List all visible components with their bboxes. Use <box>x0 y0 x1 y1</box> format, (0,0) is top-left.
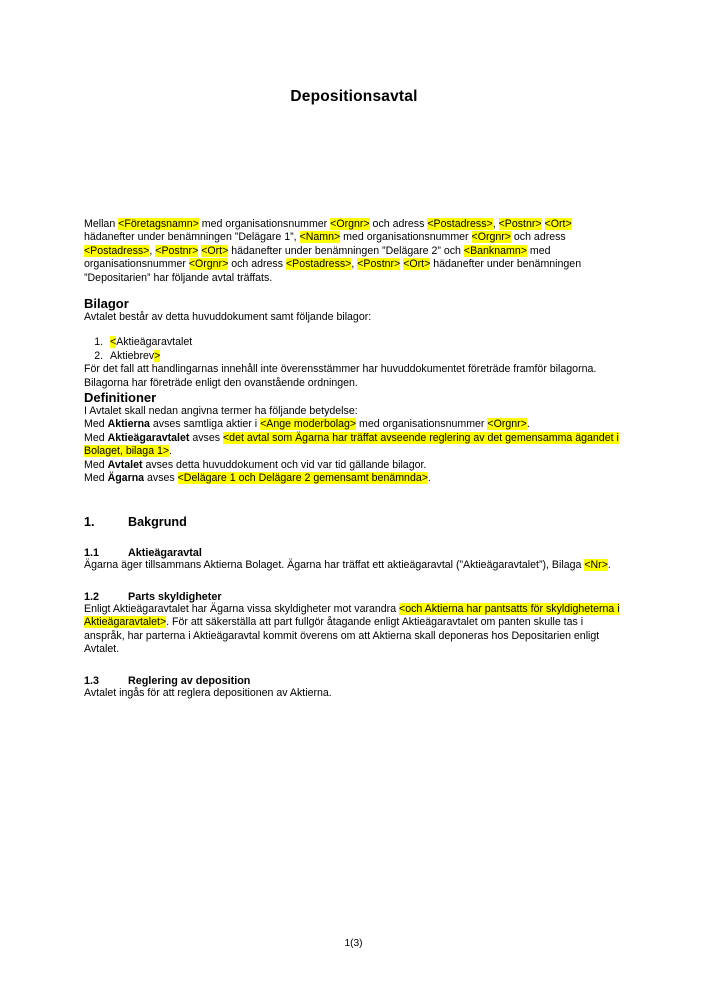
section-1-number: 1. <box>84 515 95 530</box>
definition-agarna: Med Ägarna avses <Delägare 1 och Delägare 2 gemensamt benämnda>. <box>84 472 431 485</box>
section-1-3-title: Reglering av deposition <box>128 674 251 687</box>
heading-section-1 <box>84 515 624 529</box>
page-number: 1(3) <box>344 938 363 949</box>
section-1-title: Bakgrund <box>128 515 187 530</box>
section-1-1-number: 1.1 <box>84 547 100 560</box>
definition-avtalet: Med Avtalet avses detta huvuddokument och vid var tid gällande bilagor. <box>84 458 427 471</box>
heading-bilagor: Bilagor <box>84 295 129 311</box>
heading-section-1-3 <box>84 675 624 687</box>
page-title: Depositionsavtal <box>290 88 418 105</box>
heading-section-1-1 <box>84 547 624 559</box>
section-1-2-number: 1.2 <box>84 590 100 603</box>
heading-section-1-2 <box>84 591 624 603</box>
definition-aktieagaravtalet: Med Aktieägaravtalet avses <det avtal som Ägarna har träffat avseende reglering av det gemensamma ägandet i Bolaget, bilaga 1>. <box>84 431 619 458</box>
section-1-2-title: Parts skyldigheter <box>128 590 222 603</box>
bilagor-list <box>84 336 624 363</box>
intro-paragraph: Mellan <Företagsnamn> med organisationsnummer <Orgnr> och adress <Postadress>, <Postnr> <Ort> hädanefter under benämningen ”Delägare 1”, <Namn> med organisationsnummer <Orgnr> och adress <Postadress>, <Postnr> <Ort> hädanefter under benämningen ”Delägare 2” och <Banknamn> med organisationsnummer <Orgnr> och adress <Postadress>, <Postnr> <Ort> hädanefter under benämningen ”Depositarien” har följande avtal träffats. <box>84 218 582 284</box>
list-item: 1. <Aktieägaravtalet <box>106 336 624 350</box>
definitioner-lead: I Avtalet skall nedan angivna termer ha följande betydelse: <box>84 405 358 418</box>
document-body <box>84 0 624 700</box>
section-1-3-number: 1.3 <box>84 674 100 687</box>
section-1-1-body: Ägarna äger tillsammans Aktierna Bolaget. Ägarna har träffat ett aktieägaravtal (”Aktieägaravtalet”), Bilaga <Nr>. <box>84 559 611 572</box>
definition-aktierna: Med Aktierna avses samtliga aktier i <Ange moderbolag> med organisationsnummer <Orgnr>. <box>84 418 530 431</box>
heading-definitioner: Definitioner <box>84 390 157 406</box>
bilagor-note: För det fall att handlingarnas innehåll inte överensstämmer har huvuddokumentet företräde framför bilagorna. Bilagorna har företräde enligt den ovanstående ordningen. <box>84 363 597 389</box>
section-1-3-body: Avtalet ingås för att reglera depositionen av Aktierna. <box>84 686 332 699</box>
bilagor-lead: Avtalet består av detta huvuddokument samt följande bilagor: <box>84 310 372 323</box>
list-item: 2. Aktiebrev> <box>106 350 624 364</box>
section-1-2-body: Enligt Aktieägaravtalet har Ägarna vissa skyldigheter mot varandra <och Aktierna har pantsatts för skyldigheterna i Aktieägaravtalet>. För att säkerställa att part fullgör åtagande enligt Aktieägaravtalet om panten skulle tas i anspråk, har parterna i Aktieägaravtal kommit överens om att Aktierna skall deponeras hos Depositarien enligt Avtalet. <box>84 602 620 656</box>
section-1-1-title: Aktieägaravtal <box>128 547 202 560</box>
